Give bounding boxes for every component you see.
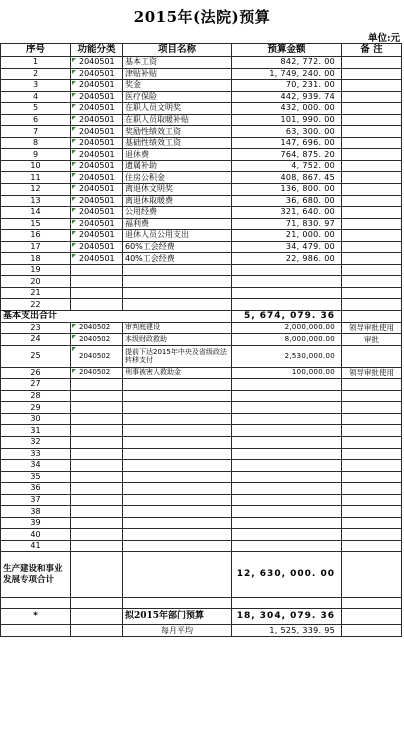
- row-item-name[interactable]: 在职人员取暖补贴: [123, 114, 232, 126]
- row-seq[interactable]: 2: [1, 68, 71, 80]
- row-note[interactable]: [342, 149, 402, 161]
- basic-row: [1, 230, 402, 242]
- row-category[interactable]: 2040501: [71, 91, 123, 103]
- basic-row: [1, 264, 402, 276]
- row-seq[interactable]: 25: [1, 345, 71, 367]
- row-category[interactable]: [71, 448, 123, 460]
- row-item-name[interactable]: [123, 402, 232, 414]
- row-seq[interactable]: 28: [1, 390, 71, 402]
- row-seq[interactable]: 33: [1, 448, 71, 460]
- row-note[interactable]: [342, 126, 402, 138]
- budget-table: [0, 43, 402, 637]
- empty-row: [1, 471, 402, 483]
- basic-row: [1, 126, 402, 138]
- row-seq[interactable]: 14: [1, 207, 71, 219]
- row-amount[interactable]: [232, 471, 342, 483]
- grand-total-note[interactable]: [342, 609, 402, 625]
- row-item-name[interactable]: 退休费: [123, 149, 232, 161]
- empty-row: [1, 494, 402, 506]
- blank-row: [1, 598, 402, 609]
- row-note[interactable]: [342, 114, 402, 126]
- row-seq[interactable]: 39: [1, 517, 71, 529]
- row-seq[interactable]: 8: [1, 137, 71, 149]
- row-category[interactable]: [71, 402, 123, 414]
- row-note[interactable]: [342, 379, 402, 391]
- row-item-name[interactable]: 刑事被害人救助金: [123, 367, 232, 379]
- row-note[interactable]: [342, 68, 402, 80]
- row-item-name[interactable]: 遗属补助: [123, 160, 232, 172]
- row-seq[interactable]: 34: [1, 460, 71, 472]
- row-amount[interactable]: 2,000,000.00: [232, 322, 342, 334]
- row-seq[interactable]: 15: [1, 218, 71, 230]
- row-note[interactable]: [342, 494, 402, 506]
- basic-row: [1, 253, 402, 265]
- project-subtotal-label[interactable]: 生产建设和事业发展专项合计: [1, 552, 71, 598]
- basic-row: [1, 80, 402, 92]
- row-category[interactable]: 2040501: [71, 137, 123, 149]
- row-category[interactable]: 2040501: [71, 160, 123, 172]
- row-note[interactable]: [342, 137, 402, 149]
- row-seq[interactable]: 31: [1, 425, 71, 437]
- row-note[interactable]: [342, 390, 402, 402]
- row-item-name[interactable]: [123, 471, 232, 483]
- project-subtotal-row: [1, 552, 402, 598]
- unit-label: 单位:元: [367, 33, 400, 44]
- row-amount[interactable]: [232, 460, 342, 472]
- row-category[interactable]: 2040502: [71, 345, 123, 367]
- row-note[interactable]: [342, 207, 402, 219]
- basic-row: [1, 207, 402, 219]
- empty-row: [1, 529, 402, 541]
- blank-cell[interactable]: [232, 598, 342, 609]
- row-category[interactable]: 2040501: [71, 207, 123, 219]
- row-amount[interactable]: 71, 830. 97: [232, 218, 342, 230]
- row-item-name[interactable]: 医疗保险: [123, 91, 232, 103]
- row-item-name[interactable]: 60%工会经费: [123, 241, 232, 253]
- basic-row: [1, 184, 402, 196]
- row-amount[interactable]: [232, 506, 342, 518]
- row-category[interactable]: [71, 425, 123, 437]
- row-note[interactable]: [342, 287, 402, 299]
- header-seq[interactable]: 序号: [1, 44, 71, 57]
- row-category[interactable]: 2040501: [71, 114, 123, 126]
- blank-cell[interactable]: [342, 598, 402, 609]
- row-seq[interactable]: 18: [1, 253, 71, 265]
- row-seq[interactable]: 10: [1, 160, 71, 172]
- row-seq[interactable]: 27: [1, 379, 71, 391]
- header-item-name[interactable]: 项目名称: [123, 44, 232, 57]
- basic-row: [1, 172, 402, 184]
- row-note[interactable]: [342, 425, 402, 437]
- row-seq[interactable]: 1: [1, 57, 71, 69]
- row-seq[interactable]: 7: [1, 126, 71, 138]
- row-item-name[interactable]: 在职人员文明奖: [123, 103, 232, 115]
- row-amount[interactable]: [232, 494, 342, 506]
- row-note[interactable]: [342, 172, 402, 184]
- row-note[interactable]: [342, 103, 402, 115]
- row-item-name[interactable]: [123, 413, 232, 425]
- row-category[interactable]: [71, 506, 123, 518]
- row-item-name[interactable]: 离退休取暖费: [123, 195, 232, 207]
- row-category[interactable]: 2040501: [71, 103, 123, 115]
- row-category[interactable]: [71, 460, 123, 472]
- monthly-code[interactable]: [71, 625, 123, 637]
- blank-cell[interactable]: [123, 598, 232, 609]
- basic-row: [1, 299, 402, 311]
- header-row: [1, 44, 402, 57]
- row-item-name[interactable]: [123, 529, 232, 541]
- row-note[interactable]: [342, 402, 402, 414]
- row-note[interactable]: [342, 483, 402, 495]
- basic-subtotal-amount[interactable]: 5, 674, 079. 36: [232, 311, 342, 323]
- row-amount[interactable]: 432, 000. 00: [232, 103, 342, 115]
- project-row: [1, 334, 402, 346]
- row-seq[interactable]: 4: [1, 91, 71, 103]
- row-seq[interactable]: 37: [1, 494, 71, 506]
- row-amount[interactable]: [232, 448, 342, 460]
- row-item-name[interactable]: 退休人员公用支出: [123, 230, 232, 242]
- row-note[interactable]: [342, 241, 402, 253]
- row-note[interactable]: [342, 160, 402, 172]
- row-note[interactable]: 领导审批使用: [342, 367, 402, 379]
- row-amount[interactable]: 22, 986. 00: [232, 253, 342, 265]
- basic-row: [1, 241, 402, 253]
- row-item-name[interactable]: 离退休文明奖: [123, 184, 232, 196]
- empty-row: [1, 402, 402, 414]
- row-seq[interactable]: 6: [1, 114, 71, 126]
- row-category[interactable]: [71, 379, 123, 391]
- basic-row: [1, 149, 402, 161]
- row-item-name[interactable]: 福利费: [123, 218, 232, 230]
- row-amount[interactable]: 63, 300. 00: [232, 126, 342, 138]
- row-category[interactable]: 2040501: [71, 253, 123, 265]
- row-amount[interactable]: [232, 402, 342, 414]
- empty-row: [1, 506, 402, 518]
- row-category[interactable]: [71, 517, 123, 529]
- row-category[interactable]: 2040501: [71, 241, 123, 253]
- row-item-name[interactable]: [123, 390, 232, 402]
- row-item-name[interactable]: 基础性绩效工资: [123, 137, 232, 149]
- row-category[interactable]: 2040501: [71, 149, 123, 161]
- row-note[interactable]: 领导审批使用: [342, 322, 402, 334]
- project-row: [1, 322, 402, 334]
- row-category[interactable]: [71, 264, 123, 276]
- row-category[interactable]: 2040501: [71, 68, 123, 80]
- row-item-name[interactable]: 公用经费: [123, 207, 232, 219]
- row-amount[interactable]: [232, 276, 342, 288]
- basic-row: [1, 68, 402, 80]
- row-amount[interactable]: 36, 680. 00: [232, 195, 342, 207]
- empty-row: [1, 460, 402, 472]
- header-amount[interactable]: 预算金额: [232, 44, 342, 57]
- row-seq[interactable]: 13: [1, 195, 71, 207]
- row-seq[interactable]: 22: [1, 299, 71, 311]
- row-note[interactable]: [342, 506, 402, 518]
- basic-row: [1, 287, 402, 299]
- monthly-average-label[interactable]: 每月平均: [123, 625, 232, 637]
- row-category[interactable]: [71, 276, 123, 288]
- basic-row: [1, 91, 402, 103]
- empty-row: [1, 425, 402, 437]
- row-item-name[interactable]: [123, 506, 232, 518]
- row-amount[interactable]: 764, 875. 20: [232, 149, 342, 161]
- row-amount[interactable]: 70, 231. 00: [232, 80, 342, 92]
- row-item-name[interactable]: [123, 494, 232, 506]
- row-category[interactable]: 2040502: [71, 334, 123, 346]
- row-category[interactable]: 2040501: [71, 218, 123, 230]
- row-category[interactable]: 2040502: [71, 367, 123, 379]
- row-item-name[interactable]: [123, 540, 232, 552]
- row-note[interactable]: [342, 460, 402, 472]
- row-category[interactable]: [71, 529, 123, 541]
- row-item-name[interactable]: [123, 517, 232, 529]
- row-category[interactable]: 2040502: [71, 322, 123, 334]
- row-item-name[interactable]: 40%工会经费: [123, 253, 232, 265]
- row-amount[interactable]: 2,530,000.00: [232, 345, 342, 367]
- row-note[interactable]: [342, 471, 402, 483]
- row-note[interactable]: [342, 184, 402, 196]
- header-notes[interactable]: 备 注: [342, 44, 402, 57]
- row-seq[interactable]: 40: [1, 529, 71, 541]
- empty-row: [1, 390, 402, 402]
- row-category[interactable]: [71, 540, 123, 552]
- row-note[interactable]: [342, 91, 402, 103]
- row-item-name[interactable]: [123, 448, 232, 460]
- row-amount[interactable]: 842, 772. 00: [232, 57, 342, 69]
- row-item-name[interactable]: [123, 436, 232, 448]
- row-item-name[interactable]: [123, 276, 232, 288]
- row-category[interactable]: 2040501: [71, 195, 123, 207]
- row-seq[interactable]: 41: [1, 540, 71, 552]
- row-note[interactable]: [342, 264, 402, 276]
- monthly-seq[interactable]: [1, 625, 71, 637]
- project-subtotal-amount[interactable]: 12, 630, 000. 00: [232, 552, 342, 598]
- grand-total-amount[interactable]: 18, 304, 079. 36: [232, 609, 342, 625]
- row-amount[interactable]: 4, 752. 00: [232, 160, 342, 172]
- row-amount[interactable]: [232, 379, 342, 391]
- row-item-name[interactable]: [123, 287, 232, 299]
- row-seq[interactable]: 23: [1, 322, 71, 334]
- row-category[interactable]: 2040501: [71, 230, 123, 242]
- row-category[interactable]: [71, 494, 123, 506]
- row-amount[interactable]: [232, 425, 342, 437]
- row-note[interactable]: 审批: [342, 334, 402, 346]
- basic-subtotal-row: [1, 311, 402, 323]
- row-seq[interactable]: 26: [1, 367, 71, 379]
- row-item-name[interactable]: [123, 425, 232, 437]
- monthly-average-amount[interactable]: 1, 525, 339. 95: [232, 625, 342, 637]
- row-amount[interactable]: 442, 939. 74: [232, 91, 342, 103]
- row-amount[interactable]: 1, 749, 240. 00: [232, 68, 342, 80]
- row-seq[interactable]: 16: [1, 230, 71, 242]
- row-category[interactable]: 2040501: [71, 172, 123, 184]
- basic-row: [1, 57, 402, 69]
- row-note[interactable]: [342, 540, 402, 552]
- row-seq[interactable]: 17: [1, 241, 71, 253]
- basic-row: [1, 276, 402, 288]
- row-note[interactable]: [342, 276, 402, 288]
- empty-row: [1, 540, 402, 552]
- basic-row: [1, 103, 402, 115]
- row-amount[interactable]: [232, 413, 342, 425]
- row-item-name[interactable]: [123, 460, 232, 472]
- row-seq[interactable]: 32: [1, 436, 71, 448]
- row-seq[interactable]: 20: [1, 276, 71, 288]
- row-amount[interactable]: 8,000,000.00: [232, 334, 342, 346]
- row-note[interactable]: [342, 80, 402, 92]
- grand-total-label[interactable]: 拟2015年部门预算: [123, 609, 232, 625]
- row-amount[interactable]: 321, 640. 00: [232, 207, 342, 219]
- blank-cell[interactable]: [71, 598, 123, 609]
- row-item-name[interactable]: 基本工资: [123, 57, 232, 69]
- row-category[interactable]: [71, 390, 123, 402]
- header-category[interactable]: 功能分类: [71, 44, 123, 57]
- empty-row: [1, 483, 402, 495]
- row-amount[interactable]: 101, 990. 00: [232, 114, 342, 126]
- row-note[interactable]: [342, 436, 402, 448]
- row-category[interactable]: [71, 299, 123, 311]
- row-note[interactable]: [342, 218, 402, 230]
- row-seq[interactable]: 38: [1, 506, 71, 518]
- grand-total-star[interactable]: *: [1, 609, 71, 625]
- row-note[interactable]: [342, 345, 402, 367]
- row-item-name[interactable]: 奖金: [123, 80, 232, 92]
- monthly-note[interactable]: [342, 625, 402, 637]
- row-item-name[interactable]: [123, 483, 232, 495]
- basic-subtotal-note[interactable]: [342, 311, 402, 323]
- row-note[interactable]: [342, 448, 402, 460]
- row-seq[interactable]: 29: [1, 402, 71, 414]
- row-item-name[interactable]: [123, 299, 232, 311]
- row-amount[interactable]: [232, 517, 342, 529]
- row-seq[interactable]: 11: [1, 172, 71, 184]
- row-amount[interactable]: 147, 696. 00: [232, 137, 342, 149]
- project-row: [1, 345, 402, 367]
- row-note[interactable]: [342, 517, 402, 529]
- grand-total-code[interactable]: [71, 609, 123, 625]
- row-amount[interactable]: 136, 800. 00: [232, 184, 342, 196]
- row-note[interactable]: [342, 57, 402, 69]
- project-subtotal-code[interactable]: [71, 552, 123, 598]
- row-item-name[interactable]: 津贴补贴: [123, 68, 232, 80]
- row-amount[interactable]: [232, 390, 342, 402]
- row-item-name[interactable]: 审判庭建设: [123, 322, 232, 334]
- row-amount[interactable]: [232, 529, 342, 541]
- basic-row: [1, 160, 402, 172]
- row-item-name[interactable]: 住房公积金: [123, 172, 232, 184]
- row-category[interactable]: [71, 483, 123, 495]
- row-category[interactable]: [71, 436, 123, 448]
- row-seq[interactable]: 5: [1, 103, 71, 115]
- row-note[interactable]: [342, 230, 402, 242]
- row-category[interactable]: 2040501: [71, 126, 123, 138]
- row-seq[interactable]: 24: [1, 334, 71, 346]
- blank-cell[interactable]: [1, 598, 71, 609]
- row-amount[interactable]: 34, 479. 00: [232, 241, 342, 253]
- row-category[interactable]: 2040501: [71, 80, 123, 92]
- empty-row: [1, 436, 402, 448]
- row-category[interactable]: 2040501: [71, 57, 123, 69]
- row-seq[interactable]: 30: [1, 413, 71, 425]
- row-amount[interactable]: 100,000.00: [232, 367, 342, 379]
- empty-row: [1, 517, 402, 529]
- row-category[interactable]: 2040501: [71, 184, 123, 196]
- row-item-name[interactable]: [123, 264, 232, 276]
- row-category[interactable]: [71, 471, 123, 483]
- row-note[interactable]: [342, 253, 402, 265]
- row-amount[interactable]: 408, 867. 45: [232, 172, 342, 184]
- row-note[interactable]: [342, 299, 402, 311]
- row-note[interactable]: [342, 529, 402, 541]
- basic-row: [1, 195, 402, 207]
- empty-row: [1, 413, 402, 425]
- row-item-name[interactable]: 奖励性绩效工资: [123, 126, 232, 138]
- row-seq[interactable]: 9: [1, 149, 71, 161]
- row-item-name[interactable]: [123, 379, 232, 391]
- row-seq[interactable]: 35: [1, 471, 71, 483]
- row-note[interactable]: [342, 195, 402, 207]
- row-amount[interactable]: [232, 540, 342, 552]
- empty-row: [1, 448, 402, 460]
- row-amount[interactable]: 21, 000. 00: [232, 230, 342, 242]
- project-row: [1, 367, 402, 379]
- row-category[interactable]: [71, 287, 123, 299]
- sheet-title: 2015年(法院)预算: [133, 8, 271, 26]
- monthly-average-row: [1, 625, 402, 637]
- row-amount[interactable]: [232, 436, 342, 448]
- row-category[interactable]: [71, 413, 123, 425]
- basic-row: [1, 137, 402, 149]
- row-seq[interactable]: 19: [1, 264, 71, 276]
- project-subtotal-name[interactable]: [123, 552, 232, 598]
- row-seq[interactable]: 3: [1, 80, 71, 92]
- row-seq[interactable]: 21: [1, 287, 71, 299]
- grand-total-row: [1, 609, 402, 625]
- row-amount[interactable]: [232, 264, 342, 276]
- row-amount[interactable]: [232, 287, 342, 299]
- row-item-name[interactable]: 提前下达2015年中央及省级政法转移支付: [123, 345, 232, 367]
- row-amount[interactable]: [232, 483, 342, 495]
- row-seq[interactable]: 36: [1, 483, 71, 495]
- basic-row: [1, 218, 402, 230]
- project-subtotal-note[interactable]: [342, 552, 402, 598]
- row-item-name[interactable]: 本级财政救助: [123, 334, 232, 346]
- basic-subtotal-label[interactable]: 基本支出合计: [1, 311, 232, 323]
- row-note[interactable]: [342, 413, 402, 425]
- row-amount[interactable]: [232, 299, 342, 311]
- empty-row: [1, 379, 402, 391]
- basic-row: [1, 114, 402, 126]
- row-seq[interactable]: 12: [1, 184, 71, 196]
